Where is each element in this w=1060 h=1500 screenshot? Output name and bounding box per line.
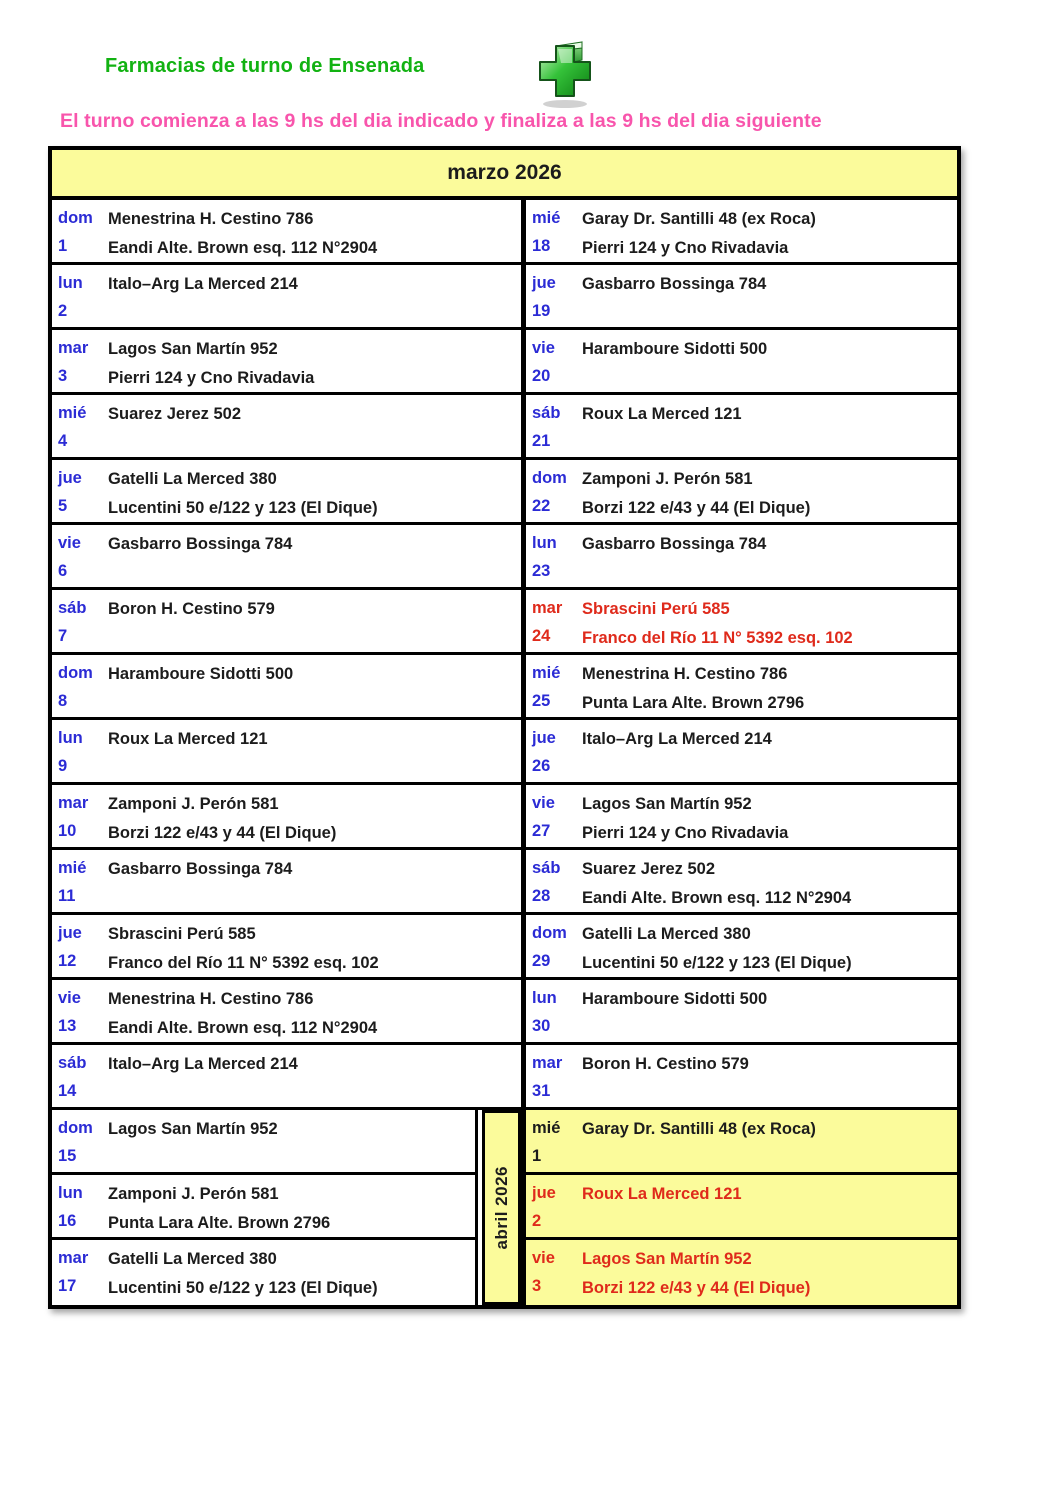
day-number: 27 xyxy=(532,822,551,840)
day-abbreviation: lun xyxy=(532,989,557,1007)
day-cell xyxy=(52,265,106,327)
day-number: 15 xyxy=(58,1147,77,1165)
day-abbreviation: jue xyxy=(58,469,82,487)
day-cell xyxy=(52,915,106,977)
day-cell xyxy=(52,1240,106,1305)
pharmacy-entry: Italo–Arg La Merced 214 xyxy=(582,730,772,748)
pharmacy-entry: Roux La Merced 121 xyxy=(108,730,268,748)
calendar-row xyxy=(526,1045,957,1110)
day-number: 20 xyxy=(532,367,551,385)
day-cell xyxy=(526,1045,580,1107)
pharmacy-entry: Lucentini 50 e/122 y 123 (El Dique) xyxy=(108,1279,378,1297)
day-cell xyxy=(52,460,106,522)
pharmacy-cell xyxy=(106,395,521,457)
day-abbreviation: jue xyxy=(58,924,82,942)
day-number: 17 xyxy=(58,1277,77,1295)
calendar-row xyxy=(526,915,957,980)
day-number: 3 xyxy=(532,1277,542,1295)
pharmacy-entry: Borzi 122 e/43 y 44 (El Dique) xyxy=(582,1279,811,1297)
calendar-row xyxy=(526,330,957,395)
day-abbreviation: mar xyxy=(532,599,563,617)
day-number: 31 xyxy=(532,1082,551,1100)
day-cell xyxy=(526,1240,580,1305)
pharmacy-cell xyxy=(106,1045,521,1107)
pharmacy-cross-icon xyxy=(530,38,600,110)
day-number: 23 xyxy=(532,562,551,580)
pharmacy-entry: Punta Lara Alte. Brown 2796 xyxy=(582,694,805,712)
day-abbreviation: mié xyxy=(532,209,561,227)
day-abbreviation: sáb xyxy=(532,404,561,422)
pharmacy-entry: Suarez Jerez 502 xyxy=(582,860,716,878)
pharmacy-cell xyxy=(580,265,957,327)
day-cell xyxy=(526,980,580,1042)
pharmacy-entry: Boron H. Cestino 579 xyxy=(108,600,275,618)
day-abbreviation: vie xyxy=(58,989,81,1007)
pharmacy-cell xyxy=(106,655,521,717)
pharmacy-cell xyxy=(580,200,957,262)
day-cell xyxy=(52,590,106,652)
day-number: 9 xyxy=(58,757,68,775)
day-abbreviation: jue xyxy=(532,274,556,292)
day-abbreviation: mar xyxy=(58,794,89,812)
day-number: 28 xyxy=(532,887,551,905)
day-abbreviation: dom xyxy=(58,209,93,227)
month-header: marzo 2026 xyxy=(52,150,957,200)
day-abbreviation: mié xyxy=(532,664,561,682)
calendar-row xyxy=(52,395,521,460)
page-title: Farmacias de turno de Ensenada xyxy=(105,55,425,77)
pharmacy-cell xyxy=(580,980,957,1042)
calendar-row xyxy=(52,200,521,265)
day-abbreviation: dom xyxy=(532,924,567,942)
day-cell xyxy=(526,200,580,262)
pharmacy-entry: Zamponi J. Perón 581 xyxy=(108,1185,279,1203)
pharmacy-entry: Gatelli La Merced 380 xyxy=(108,1250,277,1268)
pharmacy-cell xyxy=(106,200,521,262)
pharmacy-entry: Eandi Alte. Brown esq. 112 N°2904 xyxy=(582,889,852,907)
calendar-row xyxy=(526,1240,957,1305)
pharmacy-entry: Gasbarro Bossinga 784 xyxy=(582,535,767,553)
pharmacy-entry: Pierri 124 y Cno Rivadavia xyxy=(108,369,315,387)
left-column-rows xyxy=(52,200,521,1110)
pharmacy-entry: Lucentini 50 e/122 y 123 (El Dique) xyxy=(582,954,852,972)
day-cell xyxy=(52,1175,106,1237)
pharmacy-entry: Gasbarro Bossinga 784 xyxy=(582,275,767,293)
day-number: 1 xyxy=(532,1147,542,1165)
pharmacy-entry: Pierri 124 y Cno Rivadavia xyxy=(582,824,789,842)
april-strip xyxy=(482,1110,521,1305)
day-cell xyxy=(52,330,106,392)
pharmacy-cell xyxy=(580,395,957,457)
day-number: 25 xyxy=(532,692,551,710)
calendar-row xyxy=(52,1240,475,1305)
day-abbreviation: vie xyxy=(532,339,555,357)
pharmacy-entry: Gatelli La Merced 380 xyxy=(582,925,751,943)
pharmacy-cell xyxy=(580,1240,957,1305)
pharmacy-cell xyxy=(580,1045,957,1107)
calendar-row xyxy=(526,200,957,265)
pharmacy-entry: Menestrina H. Cestino 786 xyxy=(108,210,314,228)
calendar-row xyxy=(526,525,957,590)
pharmacy-cell xyxy=(106,590,521,652)
pharmacy-cell xyxy=(106,850,521,912)
day-number: 24 xyxy=(532,627,551,645)
pharmacy-entry: Suarez Jerez 502 xyxy=(108,405,242,423)
calendar-row xyxy=(52,1045,521,1110)
calendar-row xyxy=(526,720,957,785)
calendar-body xyxy=(52,200,957,1305)
calendar-row xyxy=(52,915,521,980)
day-cell xyxy=(526,525,580,587)
left-bottom-section xyxy=(52,1110,521,1305)
calendar-row xyxy=(52,1110,475,1175)
pharmacy-cell xyxy=(106,1240,475,1305)
pharmacy-cell xyxy=(106,785,521,847)
day-number: 13 xyxy=(58,1017,77,1035)
shift-notice: El turno comienza a las 9 hs del dia indicado y finaliza a las 9 hs del dia siguiente xyxy=(60,110,822,132)
left-bottom-rows xyxy=(52,1110,478,1305)
pharmacy-entry: Borzi 122 e/43 y 44 (El Dique) xyxy=(582,499,811,517)
calendar-row xyxy=(52,1175,475,1240)
pharmacy-cell xyxy=(106,1175,475,1237)
day-number: 4 xyxy=(58,432,68,450)
pharmacy-entry: Sbrascini Perú 585 xyxy=(582,600,730,618)
day-cell xyxy=(526,265,580,327)
pharmacy-cell xyxy=(106,720,521,782)
day-number: 18 xyxy=(532,237,551,255)
day-abbreviation: dom xyxy=(58,1119,93,1137)
day-abbreviation: mar xyxy=(532,1054,563,1072)
left-column xyxy=(52,200,526,1305)
pharmacy-entry: Franco del Río 11 N° 5392 esq. 102 xyxy=(108,954,379,972)
day-number: 26 xyxy=(532,757,551,775)
pharmacy-entry: Punta Lara Alte. Brown 2796 xyxy=(108,1214,331,1232)
day-number: 12 xyxy=(58,952,77,970)
pharmacy-entry: Borzi 122 e/43 y 44 (El Dique) xyxy=(108,824,337,842)
pharmacy-entry: Zamponi J. Perón 581 xyxy=(108,795,279,813)
pharmacy-cell xyxy=(580,1175,957,1237)
pharmacy-entry: Garay Dr. Santilli 48 (ex Roca) xyxy=(582,210,816,228)
pharmacy-cell xyxy=(580,655,957,717)
day-abbreviation: sáb xyxy=(532,859,561,877)
calendar-row xyxy=(526,655,957,720)
day-number: 10 xyxy=(58,822,77,840)
pharmacy-cell xyxy=(106,980,521,1042)
pharmacy-entry: Gasbarro Bossinga 784 xyxy=(108,860,293,878)
day-number: 7 xyxy=(58,627,68,645)
day-cell xyxy=(526,460,580,522)
right-column xyxy=(526,200,957,1305)
pharmacy-cell xyxy=(580,525,957,587)
day-abbreviation: mar xyxy=(58,1249,89,1267)
pharmacy-cell xyxy=(106,1110,475,1172)
day-number: 1 xyxy=(58,237,68,255)
day-abbreviation: vie xyxy=(532,794,555,812)
day-abbreviation: mié xyxy=(532,1119,561,1137)
day-abbreviation: jue xyxy=(532,1184,556,1202)
pharmacy-entry: Gasbarro Bossinga 784 xyxy=(108,535,293,553)
pharmacy-cell xyxy=(106,330,521,392)
day-abbreviation: vie xyxy=(532,1249,555,1267)
calendar-table xyxy=(48,146,961,1309)
day-cell xyxy=(526,720,580,782)
day-abbreviation: lun xyxy=(532,534,557,552)
day-cell xyxy=(526,850,580,912)
calendar-row xyxy=(52,525,521,590)
calendar-row xyxy=(526,785,957,850)
day-number: 2 xyxy=(532,1212,542,1230)
day-number: 3 xyxy=(58,367,68,385)
pharmacy-cell xyxy=(106,915,521,977)
day-cell xyxy=(526,915,580,977)
pharmacy-cell xyxy=(580,1110,957,1172)
day-abbreviation: sáb xyxy=(58,599,87,617)
pharmacy-entry: Lagos San Martín 952 xyxy=(582,1250,752,1268)
day-cell xyxy=(526,785,580,847)
pharmacy-entry: Garay Dr. Santilli 48 (ex Roca) xyxy=(582,1120,816,1138)
pharmacy-entry: Lagos San Martín 952 xyxy=(108,340,278,358)
pharmacy-cell xyxy=(106,525,521,587)
pharmacy-entry: Lucentini 50 e/122 y 123 (El Dique) xyxy=(108,499,378,517)
pharmacy-entry: Italo–Arg La Merced 214 xyxy=(108,275,298,293)
day-number: 19 xyxy=(532,302,551,320)
day-cell xyxy=(52,720,106,782)
pharmacy-cell xyxy=(106,265,521,327)
pharmacy-entry: Gatelli La Merced 380 xyxy=(108,470,277,488)
day-cell xyxy=(526,1110,580,1172)
calendar-row xyxy=(526,1110,957,1175)
pharmacy-entry: Eandi Alte. Brown esq. 112 N°2904 xyxy=(108,1019,378,1037)
pharmacy-cell xyxy=(580,720,957,782)
day-number: 2 xyxy=(58,302,68,320)
day-cell xyxy=(52,655,106,717)
pharmacy-entry: Roux La Merced 121 xyxy=(582,1185,742,1203)
calendar-row xyxy=(52,265,521,330)
day-number: 21 xyxy=(532,432,551,450)
pharmacy-cell xyxy=(580,850,957,912)
pharmacy-entry: Franco del Río 11 N° 5392 esq. 102 xyxy=(582,629,853,647)
day-abbreviation: mié xyxy=(58,404,87,422)
calendar-row xyxy=(52,655,521,720)
day-abbreviation: mar xyxy=(58,339,89,357)
day-abbreviation: lun xyxy=(58,1184,83,1202)
day-cell xyxy=(52,1045,106,1107)
calendar-row xyxy=(52,330,521,395)
pharmacy-entry: Menestrina H. Cestino 786 xyxy=(582,665,788,683)
calendar-row xyxy=(52,785,521,850)
calendar-row xyxy=(52,980,521,1045)
day-abbreviation: dom xyxy=(532,469,567,487)
day-abbreviation: vie xyxy=(58,534,81,552)
day-cell xyxy=(52,850,106,912)
calendar-row xyxy=(526,850,957,915)
day-number: 14 xyxy=(58,1082,77,1100)
pharmacy-entry: Haramboure Sidotti 500 xyxy=(108,665,294,683)
day-abbreviation: dom xyxy=(58,664,93,682)
day-cell xyxy=(52,785,106,847)
calendar-row xyxy=(526,590,957,655)
day-abbreviation: lun xyxy=(58,729,83,747)
april-label: abril 2026 xyxy=(491,1165,511,1250)
day-number: 29 xyxy=(532,952,551,970)
day-number: 16 xyxy=(58,1212,77,1230)
day-abbreviation: sáb xyxy=(58,1054,87,1072)
pharmacy-cell xyxy=(106,460,521,522)
pharmacy-entry: Haramboure Sidotti 500 xyxy=(582,990,768,1008)
pharmacy-entry: Lagos San Martín 952 xyxy=(108,1120,278,1138)
calendar-row xyxy=(52,590,521,655)
calendar-row xyxy=(52,850,521,915)
pharmacy-entry: Lagos San Martín 952 xyxy=(582,795,752,813)
calendar-row xyxy=(526,980,957,1045)
day-number: 5 xyxy=(58,497,68,515)
day-abbreviation: mié xyxy=(58,859,87,877)
day-number: 8 xyxy=(58,692,68,710)
day-cell xyxy=(526,330,580,392)
pharmacy-cell xyxy=(580,330,957,392)
day-cell xyxy=(526,395,580,457)
pharmacy-entry: Eandi Alte. Brown esq. 112 N°2904 xyxy=(108,239,378,257)
day-cell xyxy=(52,1110,106,1172)
pharmacy-cell xyxy=(580,915,957,977)
pharmacy-cell xyxy=(580,460,957,522)
pharmacy-entry: Sbrascini Perú 585 xyxy=(108,925,256,943)
calendar-row xyxy=(526,395,957,460)
day-number: 30 xyxy=(532,1017,551,1035)
calendar-row xyxy=(526,460,957,525)
pharmacy-entry: Haramboure Sidotti 500 xyxy=(582,340,768,358)
pharmacy-entry: Italo–Arg La Merced 214 xyxy=(108,1055,298,1073)
day-cell xyxy=(526,590,580,652)
day-number: 6 xyxy=(58,562,68,580)
day-cell xyxy=(52,200,106,262)
day-abbreviation: lun xyxy=(58,274,83,292)
pharmacy-entry: Boron H. Cestino 579 xyxy=(582,1055,749,1073)
pharmacy-entry: Zamponi J. Perón 581 xyxy=(582,470,753,488)
day-cell xyxy=(52,980,106,1042)
day-cell xyxy=(52,525,106,587)
calendar-row xyxy=(52,720,521,785)
pharmacy-entry: Roux La Merced 121 xyxy=(582,405,742,423)
day-cell xyxy=(526,1175,580,1237)
calendar-row xyxy=(52,460,521,525)
calendar-row xyxy=(526,265,957,330)
day-cell xyxy=(526,655,580,717)
day-abbreviation: jue xyxy=(532,729,556,747)
pharmacy-cell xyxy=(580,785,957,847)
day-number: 11 xyxy=(58,887,76,905)
day-cell xyxy=(52,395,106,457)
calendar-row xyxy=(526,1175,957,1240)
day-number: 22 xyxy=(532,497,551,515)
pharmacy-entry: Pierri 124 y Cno Rivadavia xyxy=(582,239,789,257)
pharmacy-cell xyxy=(580,590,957,652)
pharmacy-entry: Menestrina H. Cestino 786 xyxy=(108,990,314,1008)
